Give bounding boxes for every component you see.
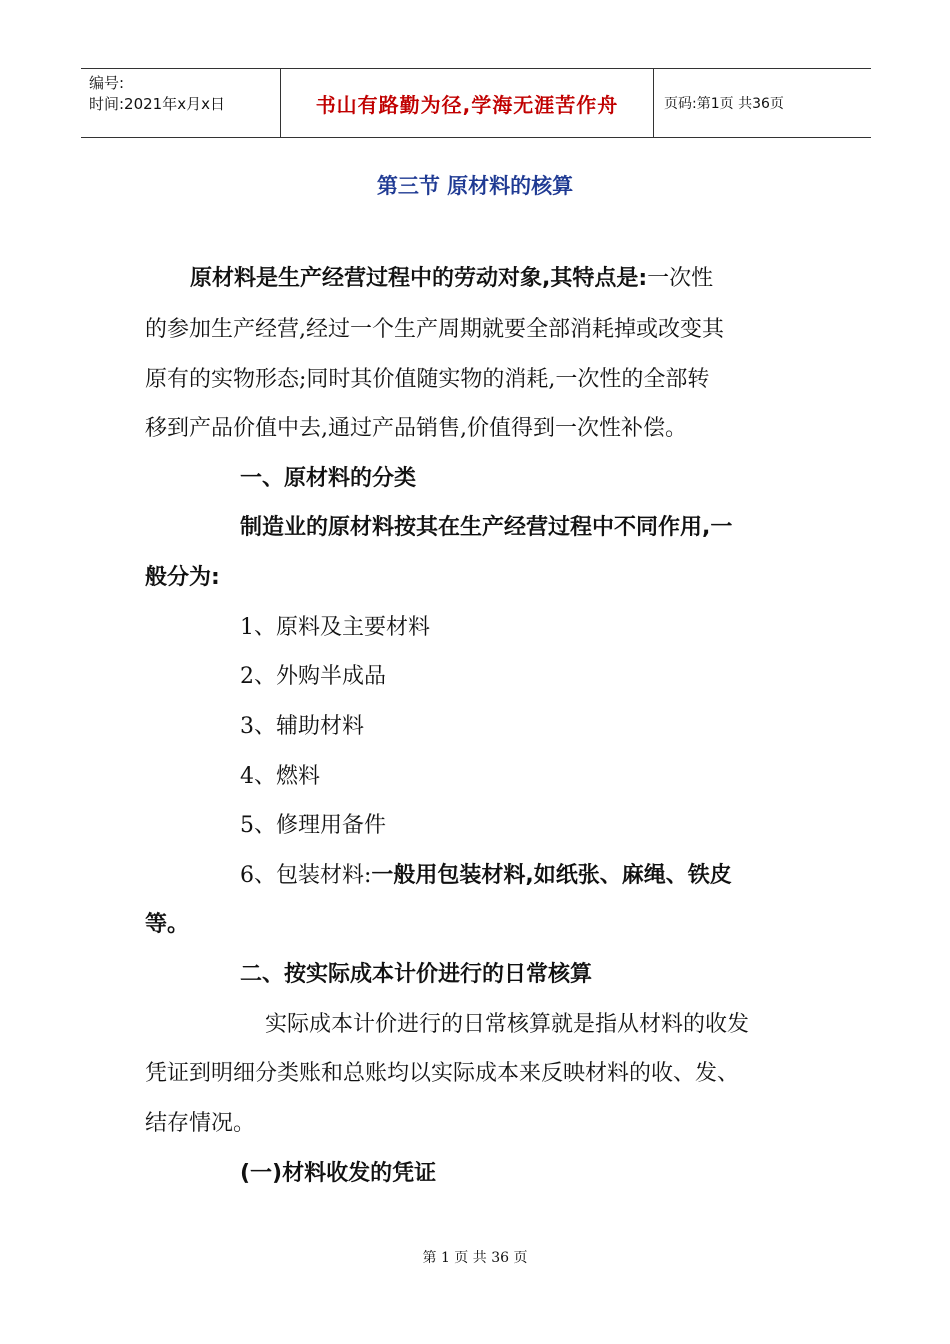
list-item: 2、外购半成品 — [240, 664, 386, 689]
subsection-heading: (一)材料收发的凭证 — [240, 1161, 437, 1186]
paragraph-line: 实际成本计价进行的日常核算就是指从材料的收发 — [265, 1012, 750, 1037]
list-item-prefix: 6、包装材料: — [240, 863, 372, 888]
list-item-bold: 一般用包装材料,如纸张、麻绳、铁皮 — [371, 863, 732, 888]
header-page-info: 页码:第1页 共36页 — [664, 96, 784, 112]
section-heading: 一、原材料的分类 — [240, 466, 417, 491]
time-label: 时间:2021年x月x日 — [89, 95, 225, 113]
paragraph-line: 结存情况。 — [145, 1111, 256, 1136]
paragraph-line: 凭证到明细分类账和总账均以实际成本来反映材料的收、发、 — [145, 1061, 740, 1086]
number-label: 编号: — [89, 74, 125, 92]
list-item: 5、修理用备件 — [240, 813, 386, 838]
header-table — [81, 68, 871, 138]
page-footer: 第 1 页 共 36 页 — [422, 1250, 528, 1266]
header-motto: 书山有路勤为径,学海无涯苦作舟 — [281, 69, 654, 137]
section-heading: 二、按实际成本计价进行的日常核算 — [240, 962, 593, 987]
paragraph-line — [190, 264, 713, 294]
page-title: 第三节 原材料的核算 — [376, 174, 574, 198]
list-item: 1、原料及主要材料 — [240, 615, 430, 640]
paragraph-line: 移到产品价值中去,通过产品销售,价值得到一次性补偿。 — [145, 416, 687, 441]
header-meta — [81, 69, 281, 137]
section-intro: 般分为: — [145, 565, 220, 590]
list-item — [240, 861, 732, 891]
paragraph-line: 原有的实物形态;同时其价值随实物的消耗,一次性的全部转 — [145, 367, 710, 392]
section-intro: 制造业的原材料按其在生产经营过程中不同作用,一 — [240, 515, 733, 540]
paragraph-text: 一次性 — [647, 266, 714, 291]
list-item-cont: 等。 — [145, 912, 190, 937]
paragraph-line: 的参加生产经营,经过一个生产周期就要全部消耗掉或改变其 — [145, 317, 724, 342]
list-item: 4、燃料 — [240, 764, 320, 789]
list-item: 3、辅助材料 — [240, 714, 364, 739]
paragraph-bold: 原材料是生产经营过程中的劳动对象,其特点是: — [190, 266, 648, 291]
